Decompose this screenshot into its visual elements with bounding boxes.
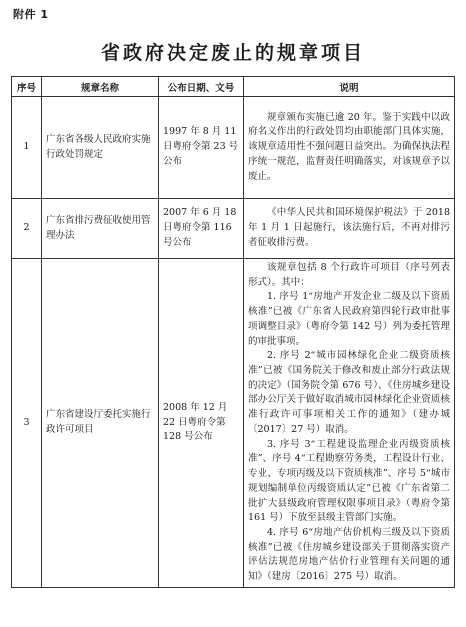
row-desc — [244, 97, 455, 199]
desc-item: 2. 序号 2“城市园林绿化企业二级资质核准”已被《国务院关于修改和废止部分行政法规的决定》（国务院令第 676 号）、《住房城乡建设部办公厅关于做好取消城市园林绿化企业资质核准行政许可事项相关工作的通知》（建办城〔2017〕27 号）取消。 — [248, 350, 450, 435]
row-no: 1 — [12, 97, 42, 199]
table-header-row — [12, 77, 455, 97]
table-row — [12, 97, 455, 199]
desc-paragraph: 规章颁布实施已逾 20 年。鉴于实践中以政府名义作出的行政处罚均由职能部门具体实施，该规章适用性不强问题日益突出。为确保执法程序统一规范，监督责任明确落实，对该规章予以废止。 — [248, 111, 450, 182]
row-name: 广东省各级人民政府实施行政处罚规定 — [42, 97, 159, 199]
desc-item: 1. 序号 1“房地产开发企业二级及以下资质核准”已被《广东省人民政府第四轮行政审批事项调整目录》（粤府令第 142 号）列为委托管理的审批事项。 — [248, 291, 450, 347]
row-date: 1997 年 8 月 11 日粤府令第 23 号公布 — [159, 97, 244, 199]
row-desc — [244, 259, 455, 588]
header-name: 规章名称 — [42, 77, 159, 97]
row-no: 3 — [12, 259, 42, 588]
desc-item: 3. 序号 3“工程建设监理企业丙级资质核准”、序号 4“工程勘察劳务类，工程设计行业、专业、专项丙级及以下资质核准”、序号 5“城市规划编制单位丙级资质认定”已被《广东省第二批扩大县级政府管理权限事项目录》（粤府令第 161 号）下放至县级主管部门实施。 — [248, 438, 450, 524]
desc-paragraph: 《中华人民共和国环境保护税法》于 2018 年 1 月 1 日起施行，该法施行后，不再对排污者征收排污费。 — [248, 207, 450, 248]
attachment-label: 附件 1 — [13, 8, 49, 21]
regulations-table — [11, 76, 455, 588]
header-desc: 说明 — [244, 77, 455, 97]
row-desc — [244, 199, 455, 259]
table-row — [12, 259, 455, 588]
desc-item: 4. 序号 6“房地产估价机构三级及以下资质核准”已被《住房城乡建设部关于贯彻落实资产评估法规范房地产估价行业管理有关问题的通知》（建房〔2016〕275 号）取消。 — [248, 526, 450, 583]
row-name: 广东省排污费征收使用管理办法 — [42, 199, 159, 259]
row-no: 2 — [12, 199, 42, 259]
header-date: 公布日期、文号 — [159, 77, 244, 97]
table-row — [12, 199, 455, 259]
desc-paragraph: 该规章包括 8 个行政许可项目（序号列表形式）。其中： — [248, 262, 450, 288]
row-name: 广东省建设厅委托实施行政许可项目 — [42, 259, 159, 588]
document-title: 省政府决定废止的规章项目 — [100, 42, 365, 64]
row-date: 2008 年 12 月 22 日粤府令第 128 号公布 — [159, 259, 244, 588]
header-no: 序号 — [12, 77, 42, 97]
row-date: 2007 年 6 月 18 日粤府令第 116 号公布 — [159, 199, 244, 259]
